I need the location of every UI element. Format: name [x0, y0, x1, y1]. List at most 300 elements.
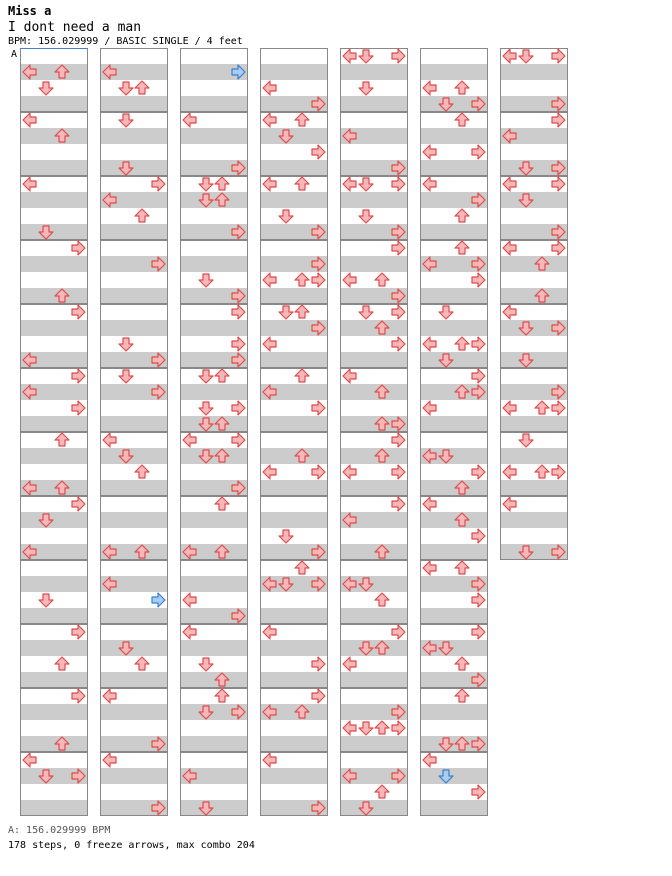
right-arrow-icon — [392, 177, 405, 191]
right-arrow-icon — [392, 49, 405, 63]
right-arrow-icon — [72, 305, 85, 319]
left-arrow-icon — [263, 753, 276, 767]
beat-stripe — [100, 224, 168, 240]
left-arrow-icon — [503, 401, 516, 415]
beat-stripe — [20, 320, 88, 336]
up-arrow-icon — [55, 433, 69, 446]
bpm-summary: A: 156.029999 BPM — [8, 825, 111, 836]
beat-stripe — [180, 96, 248, 112]
beat-stripe — [180, 192, 248, 208]
measure — [180, 689, 248, 753]
left-arrow-icon — [423, 337, 436, 351]
beat-stripe — [500, 480, 568, 496]
beat-stripe — [20, 96, 88, 112]
down-arrow-icon — [279, 306, 293, 319]
right-arrow-icon — [232, 401, 245, 415]
beat-stripe — [20, 192, 88, 208]
measure — [260, 561, 328, 625]
beat-stripe — [260, 160, 328, 176]
left-arrow-icon — [343, 49, 356, 63]
up-arrow-icon — [295, 369, 309, 382]
measure — [180, 49, 248, 113]
down-arrow-icon — [359, 210, 373, 223]
beat-stripe — [20, 448, 88, 464]
beat-stripe — [20, 512, 88, 528]
left-arrow-icon — [343, 465, 356, 479]
up-arrow-icon — [375, 593, 389, 606]
beat-stripe — [420, 320, 488, 336]
beat-stripe — [260, 736, 328, 752]
beat-stripe — [340, 352, 408, 368]
right-arrow-icon — [392, 465, 405, 479]
left-arrow-icon — [503, 305, 516, 319]
right-arrow-icon — [472, 785, 485, 799]
right-arrow-icon — [472, 625, 485, 639]
down-arrow-icon — [199, 178, 213, 191]
beat-stripe — [340, 736, 408, 752]
right-arrow-icon — [312, 657, 325, 671]
down-arrow-icon — [199, 658, 213, 671]
beat-stripe — [500, 352, 568, 368]
up-arrow-icon — [455, 657, 469, 670]
beat-stripe — [420, 768, 488, 784]
section-marker: A — [11, 49, 18, 60]
beat-stripe — [20, 416, 88, 432]
beat-stripe — [100, 448, 168, 464]
left-arrow-icon — [423, 177, 436, 191]
measure — [420, 369, 488, 433]
right-arrow-icon — [392, 497, 405, 511]
right-arrow-icon — [552, 241, 565, 255]
measure — [20, 369, 88, 433]
measure — [340, 625, 408, 689]
up-arrow-icon — [455, 689, 469, 702]
left-arrow-icon — [263, 81, 276, 95]
down-arrow-icon — [199, 402, 213, 415]
right-arrow-icon — [72, 241, 85, 255]
down-arrow-icon — [359, 50, 373, 63]
beat-stripe — [420, 160, 488, 176]
beat-stripe — [100, 160, 168, 176]
right-arrow-icon — [72, 689, 85, 703]
left-arrow-icon — [103, 689, 116, 703]
measure — [20, 305, 88, 369]
right-arrow-icon — [392, 241, 405, 255]
right-arrow-icon — [552, 401, 565, 415]
measure — [260, 305, 328, 369]
left-arrow-icon — [503, 465, 516, 479]
down-arrow-icon — [39, 594, 53, 607]
beat-stripe — [340, 192, 408, 208]
up-arrow-icon — [535, 401, 549, 414]
beat-stripe — [100, 288, 168, 304]
up-arrow-icon — [375, 721, 389, 734]
up-arrow-icon — [455, 81, 469, 94]
beat-stripe — [420, 224, 488, 240]
up-arrow-icon — [295, 561, 309, 574]
measure — [100, 49, 168, 113]
up-arrow-icon — [455, 209, 469, 222]
up-arrow-icon — [135, 209, 149, 222]
up-arrow-icon — [375, 273, 389, 286]
measure — [180, 369, 248, 433]
left-arrow-icon — [183, 625, 196, 639]
measure — [100, 241, 168, 305]
measure — [20, 241, 88, 305]
right-arrow-icon — [552, 113, 565, 127]
right-arrow-icon — [72, 625, 85, 639]
measure — [420, 305, 488, 369]
measure — [340, 177, 408, 241]
beat-stripe — [340, 64, 408, 80]
left-arrow-icon — [103, 433, 116, 447]
beat-stripe — [20, 224, 88, 240]
left-arrow-icon — [343, 657, 356, 671]
beat-stripe — [260, 448, 328, 464]
measure — [260, 753, 328, 817]
measure — [260, 625, 328, 689]
measure — [340, 561, 408, 625]
measure — [340, 369, 408, 433]
beat-stripe — [180, 320, 248, 336]
left-arrow-icon — [423, 753, 436, 767]
measure — [500, 49, 568, 113]
up-arrow-icon — [135, 81, 149, 94]
measure — [420, 113, 488, 177]
down-arrow-icon — [279, 530, 293, 543]
measure — [420, 177, 488, 241]
beat-stripe — [260, 288, 328, 304]
measure — [420, 241, 488, 305]
down-arrow-icon — [199, 274, 213, 287]
measure — [260, 241, 328, 305]
beat-stripe — [340, 480, 408, 496]
beat-stripe — [180, 384, 248, 400]
left-arrow-icon — [263, 177, 276, 191]
measure — [420, 497, 488, 561]
beat-stripe — [260, 416, 328, 432]
right-arrow-icon — [232, 433, 245, 447]
measure — [180, 305, 248, 369]
measure — [500, 305, 568, 369]
beat-stripe — [20, 704, 88, 720]
down-arrow-icon — [39, 82, 53, 95]
beat-stripe — [100, 128, 168, 144]
beat-stripe — [260, 512, 328, 528]
beat-stripe — [100, 768, 168, 784]
right-arrow-icon — [312, 401, 325, 415]
measure — [340, 689, 408, 753]
right-arrow-icon — [312, 689, 325, 703]
up-arrow-icon — [455, 561, 469, 574]
beat-stripe — [180, 800, 248, 816]
beat-stripe — [340, 544, 408, 560]
beat-stripe — [180, 640, 248, 656]
right-arrow-icon — [152, 177, 165, 191]
beat-stripe — [20, 128, 88, 144]
beat-stripe — [20, 608, 88, 624]
beat-stripe — [260, 128, 328, 144]
up-arrow-icon — [135, 465, 149, 478]
up-arrow-icon — [215, 369, 229, 382]
measure — [20, 113, 88, 177]
beat-stripe — [100, 96, 168, 112]
down-arrow-icon — [359, 82, 373, 95]
beat-stripe — [20, 576, 88, 592]
measure — [20, 49, 88, 113]
left-arrow-icon — [183, 433, 196, 447]
measure — [20, 561, 88, 625]
down-arrow-icon — [119, 370, 133, 383]
down-arrow-icon — [119, 82, 133, 95]
beat-stripe — [100, 320, 168, 336]
left-arrow-icon — [263, 465, 276, 479]
up-arrow-icon — [455, 337, 469, 350]
right-arrow-icon — [72, 497, 85, 511]
beat-stripe — [20, 800, 88, 816]
beat-stripe — [420, 544, 488, 560]
beat-stripe — [500, 64, 568, 80]
measure — [180, 113, 248, 177]
measure — [180, 497, 248, 561]
beat-stripe — [100, 512, 168, 528]
measure — [500, 497, 568, 561]
measure — [100, 625, 168, 689]
left-arrow-icon — [503, 497, 516, 511]
measure — [500, 433, 568, 497]
measure — [100, 689, 168, 753]
beat-stripe — [500, 192, 568, 208]
left-arrow-icon — [23, 113, 36, 127]
up-arrow-icon — [215, 497, 229, 510]
beat-stripe — [180, 448, 248, 464]
measure — [100, 433, 168, 497]
beat-stripe — [420, 512, 488, 528]
beat-stripe — [100, 704, 168, 720]
up-arrow-icon — [375, 785, 389, 798]
down-arrow-icon — [439, 306, 453, 319]
measure — [100, 113, 168, 177]
right-arrow-icon — [472, 145, 485, 159]
beat-stripe — [500, 256, 568, 272]
up-arrow-icon — [295, 305, 309, 318]
right-arrow-icon — [472, 465, 485, 479]
down-arrow-icon — [279, 210, 293, 223]
measure — [260, 369, 328, 433]
beat-stripe — [180, 256, 248, 272]
left-arrow-icon — [183, 593, 196, 607]
beat-stripe — [420, 480, 488, 496]
up-arrow-icon — [295, 113, 309, 126]
up-arrow-icon — [295, 273, 309, 286]
measure — [20, 177, 88, 241]
down-arrow-icon — [519, 434, 533, 447]
left-arrow-icon — [183, 113, 196, 127]
measure — [340, 49, 408, 113]
down-arrow-icon — [519, 50, 533, 63]
beat-stripe — [20, 160, 88, 176]
beat-stripe — [260, 64, 328, 80]
measure — [420, 49, 488, 113]
measure — [100, 369, 168, 433]
left-arrow-icon — [503, 241, 516, 255]
right-arrow-icon — [392, 337, 405, 351]
right-arrow-icon — [72, 369, 85, 383]
right-arrow-icon — [152, 593, 165, 607]
down-arrow-icon — [359, 306, 373, 319]
up-arrow-icon — [215, 689, 229, 702]
measure — [260, 177, 328, 241]
down-arrow-icon — [359, 722, 373, 735]
up-arrow-icon — [455, 113, 469, 126]
measure — [100, 561, 168, 625]
beat-stripe — [180, 736, 248, 752]
up-arrow-icon — [135, 657, 149, 670]
beat-stripe — [340, 256, 408, 272]
song-title: I dont need a man — [8, 20, 142, 35]
beat-stripe — [100, 640, 168, 656]
up-arrow-icon — [55, 657, 69, 670]
left-arrow-icon — [23, 177, 36, 191]
measure — [180, 177, 248, 241]
beat-stripe — [500, 416, 568, 432]
chart-info: BPM: 156.029999 / BASIC SINGLE / 4 feet — [8, 36, 243, 47]
right-arrow-icon — [232, 337, 245, 351]
beat-stripe — [20, 736, 88, 752]
measure — [500, 113, 568, 177]
song-artist: Miss a — [8, 4, 52, 18]
left-arrow-icon — [103, 753, 116, 767]
left-arrow-icon — [423, 145, 436, 159]
measure — [340, 497, 408, 561]
right-arrow-icon — [312, 273, 325, 287]
beat-stripe — [340, 608, 408, 624]
measure — [20, 433, 88, 497]
right-arrow-icon — [472, 369, 485, 383]
beat-stripe — [180, 512, 248, 528]
beat-stripe — [100, 672, 168, 688]
measure — [420, 625, 488, 689]
beat-stripe — [340, 320, 408, 336]
beat-stripe — [100, 608, 168, 624]
beat-stripe — [420, 128, 488, 144]
beat-stripe — [420, 704, 488, 720]
beat-stripe — [260, 768, 328, 784]
measure — [100, 305, 168, 369]
left-arrow-icon — [263, 273, 276, 287]
measure — [100, 497, 168, 561]
beat-stripe — [260, 192, 328, 208]
down-arrow-icon — [119, 114, 133, 127]
measure — [260, 113, 328, 177]
right-arrow-icon — [472, 273, 485, 287]
right-arrow-icon — [552, 177, 565, 191]
measure — [20, 689, 88, 753]
right-arrow-icon — [312, 465, 325, 479]
right-arrow-icon — [552, 465, 565, 479]
beat-stripe — [420, 352, 488, 368]
left-arrow-icon — [423, 81, 436, 95]
measure — [180, 625, 248, 689]
beat-stripe — [180, 672, 248, 688]
left-arrow-icon — [503, 49, 516, 63]
beat-stripe — [260, 352, 328, 368]
measure — [420, 753, 488, 817]
beat-stripe — [420, 288, 488, 304]
beat-stripe — [20, 640, 88, 656]
measure — [500, 241, 568, 305]
measure — [180, 561, 248, 625]
left-arrow-icon — [423, 497, 436, 511]
right-arrow-icon — [72, 401, 85, 415]
measure — [100, 753, 168, 817]
beat-stripe — [340, 448, 408, 464]
down-arrow-icon — [199, 370, 213, 383]
beat-stripe — [260, 640, 328, 656]
beat-stripe — [500, 288, 568, 304]
up-arrow-icon — [535, 465, 549, 478]
left-arrow-icon — [343, 369, 356, 383]
measure — [500, 369, 568, 433]
down-arrow-icon — [359, 178, 373, 191]
measure — [260, 49, 328, 113]
beat-stripe — [420, 416, 488, 432]
right-arrow-icon — [232, 305, 245, 319]
beat-stripe — [20, 256, 88, 272]
left-arrow-icon — [343, 721, 356, 735]
up-arrow-icon — [295, 177, 309, 190]
beat-stripe — [20, 288, 88, 304]
measure — [340, 113, 408, 177]
measure — [100, 177, 168, 241]
beat-stripe — [500, 448, 568, 464]
beat-stripe — [180, 416, 248, 432]
left-arrow-icon — [503, 177, 516, 191]
left-arrow-icon — [343, 273, 356, 287]
beat-stripe — [340, 640, 408, 656]
measure — [260, 433, 328, 497]
right-arrow-icon — [392, 305, 405, 319]
beat-stripe — [260, 480, 328, 496]
beat-stripe — [420, 64, 488, 80]
right-arrow-icon — [472, 593, 485, 607]
right-arrow-icon — [312, 145, 325, 159]
right-arrow-icon — [392, 433, 405, 447]
beat-stripe — [420, 800, 488, 816]
down-arrow-icon — [119, 338, 133, 351]
measure — [500, 177, 568, 241]
measure — [180, 433, 248, 497]
beat-stripe — [260, 672, 328, 688]
beat-stripe — [180, 128, 248, 144]
measure — [20, 625, 88, 689]
measure — [260, 497, 328, 561]
measure — [20, 753, 88, 817]
up-arrow-icon — [455, 241, 469, 254]
measure — [420, 561, 488, 625]
right-arrow-icon — [552, 49, 565, 63]
beat-stripe — [340, 672, 408, 688]
measure — [260, 689, 328, 753]
left-arrow-icon — [423, 401, 436, 415]
left-arrow-icon — [423, 561, 436, 575]
beat-stripe — [100, 480, 168, 496]
left-arrow-icon — [263, 625, 276, 639]
beat-stripe — [260, 608, 328, 624]
beat-stripe — [180, 576, 248, 592]
measure — [180, 241, 248, 305]
beat-stripe — [340, 96, 408, 112]
